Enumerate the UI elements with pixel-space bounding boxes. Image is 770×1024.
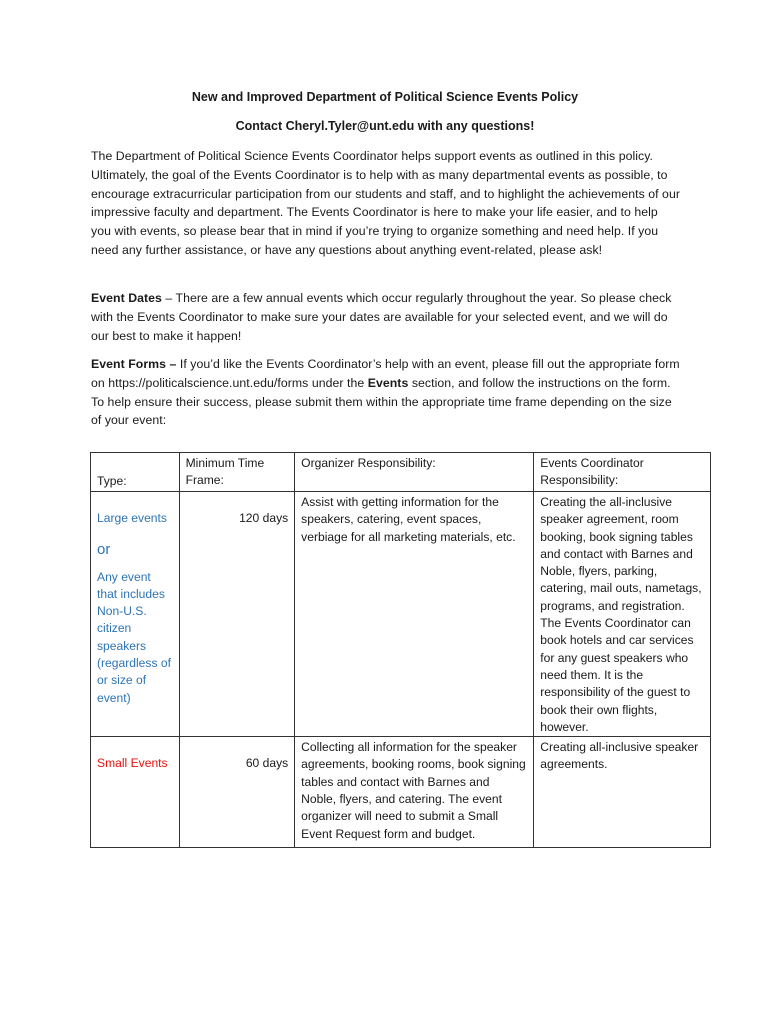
contact-line: Contact Cheryl.Tyler@unt.edu with any questions! (235, 119, 535, 133)
organizer-responsibility: Assist with getting information for the speakers, catering, event spaces, verbiage for all marketing materials, etc. (301, 495, 516, 544)
type-or: or (97, 541, 111, 559)
type-small-events: Small Events (97, 756, 168, 771)
min-time-value: 60 days (245, 756, 289, 771)
events-policy-table (90, 452, 711, 848)
type-cell (91, 492, 180, 737)
header-type: Type: (97, 474, 127, 488)
header-coordinator-cell (534, 453, 711, 492)
min-time-cell (179, 492, 295, 737)
header-organizer-cell (295, 453, 534, 492)
type-non-us-speakers: Any event that includes Non-U.S. citizen speakers (regardless of or size of event) (97, 569, 171, 705)
events-section-word: Events (367, 375, 409, 390)
organizer-cell (295, 492, 534, 737)
organizer-cell (295, 737, 534, 848)
event-forms-text-after: section, and follow the instructions on the form. To help ensure their success, please submit them within the appropriate time frame depending on the size of your event: (91, 375, 672, 428)
header-min-time-cell (179, 453, 295, 492)
intro-paragraph: The Department of Political Science Events Coordinator helps support events as outlined in this policy. Ultimately, the goal of the Events Coordinator is to help with as many departmental events as possible, to encourage extracurricular participation from our students and staff, and to highlight the achievements of our impressive faculty and department. The Events Coordinator is here to make your life easier, and to help you with events, so please bear that in mind if you’re trying to organize something and need help. If you need any further assistance, or have any questions about anything event-related, please ask! (91, 149, 680, 257)
header-organizer: Organizer Responsibility: (301, 456, 436, 470)
table-row (91, 737, 711, 848)
min-time-cell (179, 737, 295, 848)
organizer-responsibility: Collecting all information for the speaker agreements, booking rooms, book signing tables and contact with Barnes and Noble, flyers, and catering. The event organizer will need to submit a Small Event Request form and budget. (301, 740, 526, 841)
document-title: New and Improved Department of Political Science Events Policy (191, 90, 579, 104)
event-forms-paragraph (91, 355, 681, 430)
coordinator-cell (534, 492, 711, 737)
event-forms-text-before: If you’d like the Events Coordinator’s help with an event, please fill out the appropriate form on https://politicalscience.unt.edu/forms under the (91, 357, 680, 390)
event-forms-label: Event Forms – (91, 357, 177, 371)
event-dates-text: – There are a few annual events which occur regularly throughout the year. So please check with the Events Coordinator to make sure your dates are available for your selected event, and we will do our best to make it happen! (91, 291, 672, 343)
coordinator-responsibility: Creating all-inclusive speaker agreements. (540, 740, 699, 772)
header-coordinator: Events Coordinator Responsibility: (540, 456, 644, 488)
event-dates-label: Event Dates (91, 291, 162, 305)
type-large-events: Large events (97, 511, 167, 525)
event-dates-paragraph (91, 289, 681, 345)
header-type-cell (91, 453, 180, 492)
min-time-value: 120 days (239, 511, 289, 525)
coordinator-cell (534, 737, 711, 848)
coordinator-responsibility: Creating the all-inclusive speaker agreement, room booking, book signing tables and contact with Barnes and Noble, flyers, parking, catering, mail outs, nametags, programs, and registration. The Events Coordinator can book hotels and car services for any guest speakers who need them. It is the responsibility of the guest to book their own flights, however. (540, 495, 702, 734)
type-cell (91, 737, 180, 848)
header-min-time: Minimum Time Frame: (185, 456, 265, 488)
table-header-row (91, 453, 711, 492)
table-row (91, 492, 711, 737)
